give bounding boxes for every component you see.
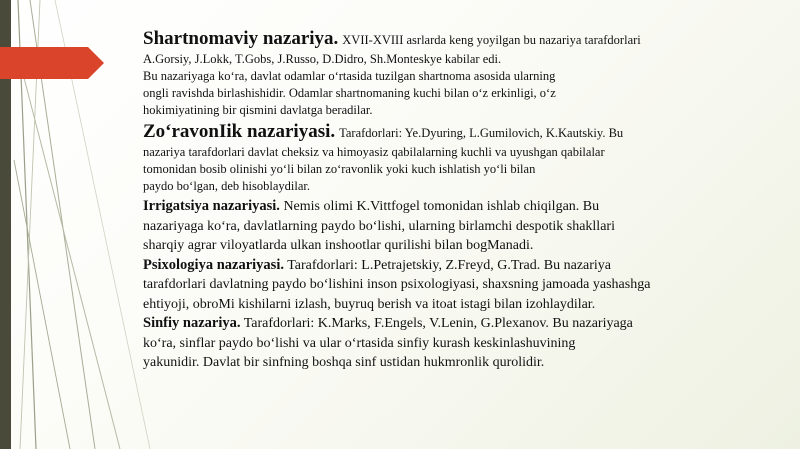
section-body: A.Gorsiy, J.Lokk, T.Gobs, J.Russo, D.Didro, Sh.Monteskye kabilar edi. Bu nazariyaga ko‘ra, davlat odamlar o‘rtasida tuzilgan shartnoma asosida ularning ongli ravishda birlashishidir. Odamlar shartnomaning kuchi bilan o‘z erkinligi, o‘z hokimiyatining bir qismini davlatga beradilar. — [143, 52, 556, 117]
section-shartnomaviy — [143, 28, 783, 51]
section-title: Zo‘ravonIik nazariyasi. — [143, 121, 336, 142]
deco-line — [22, 70, 120, 449]
section-body: Tarafdorlari: L.Petrajetskiy, Z.Freyd, G.Trad. Bu nazariya tarafdorlari davlatning paydo bo‘lishini inson psixologiyasi, shaxsning jamoada yashashga ehtiyoji, obroMi kishilarni izlash, buyruq berish va itoat istagi bilan izohlaydilar. — [143, 257, 651, 312]
section-body: Tarafdorlari: K.Marks, F.Engels, V.Lenin, G.Plexanov. Bu nazariyaga ko‘ra, sinflar paydo bo‘lishi va ular o‘rtasida sinfiy kurash keskinlashuvining yakunidir. Davlat bir sinfning boshqa sinf ustidan hukmronlik qurolidir. — [143, 316, 633, 370]
section-body-first: XVII-XVIII asrlarda keng yoyilgan bu nazariya tarafdorlari — [342, 33, 641, 47]
section-body: nazariya tarafdorlari davlat cheksiz va himoyasiz qabilalarning kuchli va uyushgan qabilalar tomonidan bosib olinishi yo‘li bilan zo‘ravonlik yoki kuch ishlatish yo‘li bilan paydo bo‘lgan, deb hisoblaydilar. — [143, 145, 605, 193]
section-title: Shartnomaviy nazariya. — [143, 28, 339, 49]
section-irrigatsiya — [143, 197, 783, 256]
section-title: Sinfiy nazariya. — [143, 315, 241, 331]
section-psixologiya — [143, 256, 783, 315]
section-zoravonlik — [143, 121, 783, 144]
section-body: Nemis olimi K.Vittfogel tomonidan ishlab chiqilgan. Bu nazariyaga ko‘ra, davlatlarning paydo bo‘lishi, ularning birlamchi despotik shakllari sharqiy agrar viloyatlarda ulkan inshootlar qurilishi bilan bogManadi. — [143, 199, 615, 253]
text-content — [143, 28, 783, 373]
section-title: Psixologiya nazariyasi. — [143, 256, 284, 273]
decorative-lines — [0, 0, 160, 449]
section-sinfiy — [143, 314, 783, 373]
section-body-first: Tarafdorlari: Ye.Dyuring, L.Gumilovich, K.Kautskiy. Bu — [339, 126, 624, 140]
section-title: Irrigatsiya nazariyasi. — [143, 198, 280, 214]
deco-line — [14, 160, 70, 449]
accent-arrow — [0, 47, 104, 79]
